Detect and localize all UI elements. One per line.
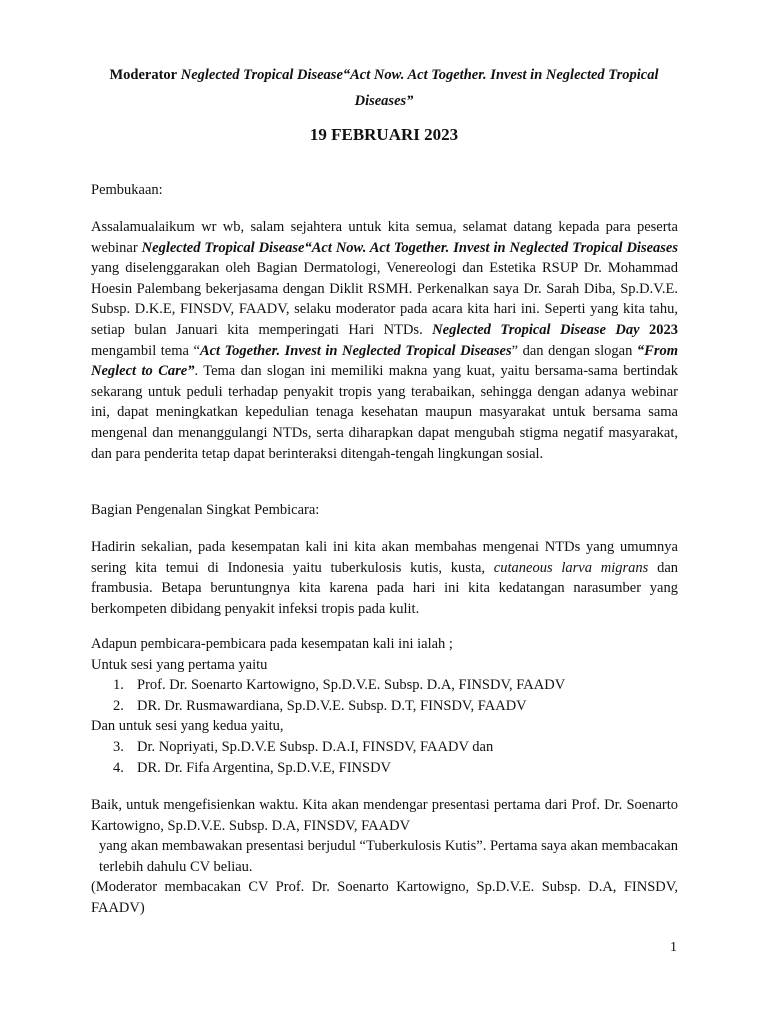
document-title	[88, 62, 680, 114]
session2-speaker-list	[91, 737, 678, 778]
speakers-intro: Adapun pembicara-pembicara pada kesempatan kali ini ialah ;	[91, 636, 453, 652]
list-item: 4. DR. Dr. Fifa Argentina, Sp.D.V.E, FINSDV	[113, 759, 392, 776]
closing-line-3: (Moderator membacakan CV Prof. Dr. Soenarto Kartowigno, Sp.D.V.E. Subsp. D.A, FINSDV, FAADV)	[91, 879, 678, 916]
closing-section	[91, 795, 678, 919]
title-prefix: Moderator	[109, 67, 178, 83]
session2-label: Dan untuk sesi yang kedua yaitu,	[91, 718, 284, 735]
session1-speaker-list	[91, 675, 678, 716]
opening-paragraph: Assalamualaikum wr wb, salam sejahtera untuk kita semua, selamat datang kepada para peserta webinar Neglected Tropical Disease“Act Now. Act Together. Invest in Neglected Tropical Diseases yang diselenggarakan oleh Bagian Dermatologi, Venereologi dan Estetika RSUP Dr. Mohammad Hoesin Palembang bekerjasama dengan Diklit RSMH. Perkenalkan saya Dr. Sarah Diba, Sp.D.V.E. Subsp. D.K.E, FINSDV, FAADV, selaku moderator pada acara kita hari ini. Seperti yang kita tahu, setiap bulan Januari kita memperingati Hari NTDs. Neglected Tropical Disease Day 2023 mengambil tema “Act Together. Invest in Neglected Tropical Diseases” dan dengan slogan “From Neglect to Care”. Tema dan slogan ini memiliki makna yang kuat, yaitu bersama-sama bertindak sekarang untuk peduli terhadap penyakit tropis yang terabaikan, sehingga dengan adanya webinar ini, dapat meningkatkan kepedulian tenaga kesehatan maupun masyarakat untuk bersama sama mengenal dan menanggulangi NTDs, serta diharapkan dapat mengubah stigma negatif masyarakat, dan para penderita tetap dapat berinteraksi ditengah-tengah lingkungan sosial.	[91, 219, 679, 462]
speakers-section	[91, 634, 678, 778]
closing-line-1: Baik, untuk mengefisienkan waktu. Kita akan mendengar presentasi pertama dari Prof. Dr. Soenarto Kartowigno, Sp.D.V.E. Subsp. D.A, FINSDV, FAADV	[91, 797, 678, 834]
opening-heading: Pembukaan:	[91, 182, 163, 198]
title-event-name: Neglected Tropical Disease“Act Now. Act Together. Invest in Neglected Tropical Diseases”	[180, 67, 659, 109]
closing-line-2: yang akan membawakan presentasi berjudul “Tuberkulosis Kutis”. Pertama saya akan membacakan terlebih dahulu CV beliau.	[99, 838, 678, 875]
intro-paragraph: Hadirin sekalian, pada kesempatan kali ini kita akan membahas mengenai NTDs yang umumnya sering kita temui di Indonesia yaitu tuberkulosis kutis, kusta, cutaneous larva migrans dan frambusia. Betapa beruntungnya kita karena pada hari ini kita kedatangan narasumber yang berkompeten dibidang penyakit infeksi tropis pada kulit.	[91, 539, 679, 617]
intro-heading: Bagian Pengenalan Singkat Pembicara:	[91, 502, 320, 518]
list-item: 3. Dr. Nopriyati, Sp.D.V.E Subsp. D.A.I, FINSDV, FAADV dan	[113, 738, 494, 755]
list-item: 2. DR. Dr. Rusmawardiana, Sp.D.V.E. Subsp. D.T, FINSDV, FAADV	[113, 697, 527, 714]
page-number: 1	[670, 940, 677, 955]
list-item: 1. Prof. Dr. Soenarto Kartowigno, Sp.D.V.E. Subsp. D.A, FINSDV, FAADV	[113, 677, 566, 694]
session1-label: Untuk sesi yang pertama yaitu	[91, 656, 268, 673]
event-date: 19 FEBRUARI 2023	[309, 125, 459, 144]
